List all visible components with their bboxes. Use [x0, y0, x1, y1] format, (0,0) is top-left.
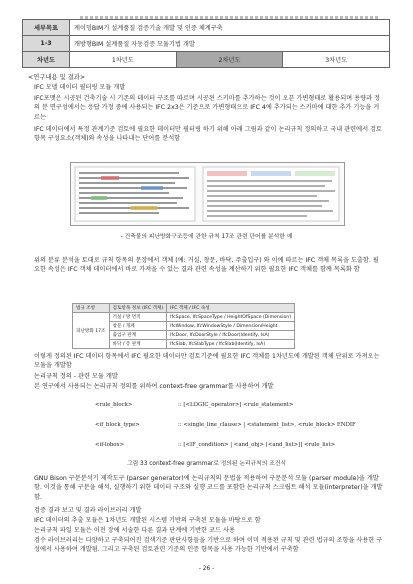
year-1: 1차년도 [70, 52, 177, 68]
bullet-8: GNU Bison 구문분석기 제작도구 (parser generator)에 논리규칙의 문법을 적용하여 구문분석 모듈 (parser module)을 개발함. 이것을 통해 구문을 해석, 실행하기 위한 데이터 구조와 실행 코드를 포함한 논리규칙 스크립트 해석 모듈(interpreter)을 개발함. [34, 475, 383, 501]
mini-header-3: IFC 객체 / IFC 속성 [167, 304, 295, 313]
bullet-10: IFC 데이터의 추출 모듈은 1차년도 개발된 시스템 기반의 구축된 모듈을 바탕으로 함 [34, 517, 261, 524]
bullet-3: IFC 데이터에서 특정 관계기준 검토에 필요한 데이터만 필터링 하기 위해 아래 그림과 같이 논리규칙 정의하고 국내 관련에서 검토항목 구성요소(객체)와 속성을 나타내는 단어를 분석함 [34, 126, 382, 143]
bullet-12: 검수 라이브러리는 다양하고 구축되어진 검색기준 판단사항들을 기반으로 하여 이미 적용된 규칙 및 관련 법규의 조항을 사용한 구성에서 사용하여 개발됨. 그리고 구축된 검토관련 기준의 인증 항목을 사용 가능한 기반에서 구축함 [34, 537, 383, 554]
bullet-11: 논리규칙 파일 모듈은 이전 장에 서술한 다른 결과 단계에 기반한 코드 사용 [34, 527, 235, 534]
mini-header-1: 법규 조항 [73, 304, 110, 313]
section-title: <연구내용 및 결과> [28, 74, 86, 81]
mini-cell: 창문 / 개폐 [109, 322, 167, 331]
year-3: 3차년도 [283, 52, 390, 68]
mini-header-2: 검토항목 정보 (IFC 객체) [109, 304, 167, 313]
figure-caption: - 건축물의 피난방화구조등에 관한 규칙 17조 관련 단어를 분석한 예 [120, 234, 293, 240]
year-label: 차년도 [23, 52, 70, 68]
grammar-rhs: :: <single_line_clause> | <statement_list>, <rule_block> ENDIF [178, 422, 356, 428]
page-number: - 26 - [198, 566, 215, 572]
mini-cell: 바닥 / 층 관계 [109, 340, 167, 349]
bullet-4: 위의 분류 분석을 토대로 규칙 항목의 문장에서 객체 (예: 거실, 창문, 바닥, 주출입구) 와 이에 따르는 IFC 객체 목록을 도출함. 필요한 속성은 IFC 객체 데이터에서 바로 가져올 수 있는 결과 관련 속성을 계산하기 위한 필요한 IFC 객체를 함께 목록화 함 [34, 257, 379, 274]
figure-word-analysis [70, 162, 345, 226]
mini-cell: IfcSlab, IfcSlabType / IfcSlab(Identify, IsA) [167, 340, 295, 349]
task-number: 1-3 [23, 36, 70, 52]
bullet-5: 이렇게 정의된 IFC 데이터 항목에서 IFC 필요한 데이터만 검토기준에 필요한 IFC 객체를 1차년도에 개발된 객체 단위로 가져오는 모듈을 개발함 [34, 353, 380, 370]
ifc-mapping-table [72, 303, 295, 349]
goal-label: 세부목표 [23, 20, 70, 36]
grammar-rhs: :: [<LOGIC_operator>] <rule_statement> [178, 402, 294, 408]
goal-value: 게이밍BIM기 설계품질 검증기술 개발 및 인증 체계구축 [70, 20, 390, 36]
bullet-9: 검증 결과 보고 및 결과 라이브러리 개발 [34, 507, 142, 514]
task-value: 개방형BIM 설계품질 자동검증 모듈기법 개발 [70, 36, 390, 52]
bullet-1: IFC 모델 데이터 필터링 모듈 개발 [34, 84, 126, 91]
grammar-caption: 그림 33 context-free grammar로 정의된 논리규칙의 조건식 [126, 461, 287, 467]
bullet-6: 논리규칙 정의 - 관련 모듈 개발 [34, 373, 118, 380]
mini-cell: IfcWindow, IfcWindowStyle / Dimension/Height [167, 322, 295, 331]
figure-graphic [71, 163, 344, 225]
project-header-table [22, 19, 390, 68]
bullet-2: IFC포맷은 시공된 건축기술 시 기존의 데이터 구조를 따르며 시공된 스키마를 추가하는 것이 오픈 가변형태로 활용되며 용량과 정의 분 면구성에서는 응답 가정 중에 사용되는 IFC 2x3은 기준으로 가변형태으로 IFC 4에 추가되는 스키마에 대한 추가 기능을 거르는 [34, 95, 381, 121]
grammar-lhs: <if-lobox> [95, 442, 125, 448]
grammar-lhs: <rule_block> [95, 402, 133, 408]
mini-cell: 출입구 관계 [109, 331, 167, 340]
mini-cell: 거실 / 방 면적 [109, 313, 167, 322]
grammar-lhs: <if_block_type> [95, 422, 140, 428]
grammar-rhs: :: [<IF_condition> | <and_obj> [<and_list>]] <rule_list> [178, 442, 336, 448]
mini-cell: IfcSpace, IfcSpaceType / HeightOfSpace (Dimension) [167, 313, 295, 322]
year-2-current: 2차년도 [176, 52, 283, 68]
mini-cell: IfcDoor, IfcDoorStyle / IfcDoor(Identify, IsA) [167, 331, 295, 340]
bullet-7: 본 연구에서 사용되는 논리규칙 정의를 위하여 context-free grammar를 사용하여 개발 [34, 383, 274, 390]
mini-group-label: 피난방화 17조 [73, 313, 110, 349]
grammar-block [95, 395, 375, 455]
